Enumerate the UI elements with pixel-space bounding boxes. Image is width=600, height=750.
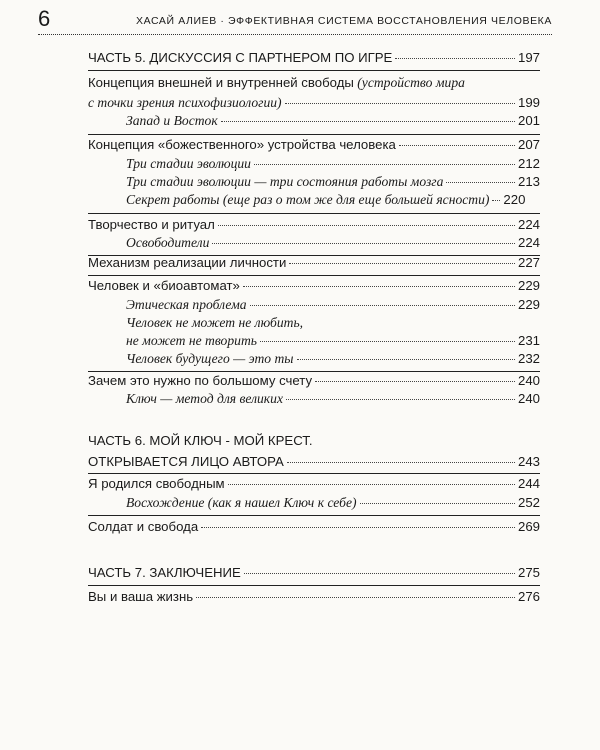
dot-leader — [218, 225, 515, 226]
dot-leader — [446, 182, 515, 183]
toc-entry-chapter[interactable] — [88, 276, 540, 296]
toc-entry-title: ОТКРЫВАЕТСЯ ЛИЦО АВТОРА — [88, 454, 284, 469]
dot-leader — [260, 341, 515, 342]
toc-entry-title: не может не творить — [126, 333, 257, 348]
toc-entry-subsection[interactable] — [88, 389, 540, 409]
toc-entry-chapter[interactable] — [88, 253, 540, 273]
dot-leader — [201, 527, 515, 528]
toc-entry-page: 227 — [517, 255, 540, 270]
toc-entry-page: 213 — [517, 174, 540, 189]
toc-entry-page: 276 — [517, 589, 540, 604]
toc-entry-title: Солдат и свобода — [88, 519, 199, 534]
toc-entry-subsection[interactable] — [88, 331, 540, 351]
dot-leader — [244, 573, 515, 574]
toc-entry-page: 229 — [517, 297, 540, 312]
dot-leader — [492, 200, 500, 201]
toc-entry-subsection[interactable] — [88, 493, 540, 513]
toc-entry-title: Я родился свободным — [88, 476, 225, 491]
dot-leader — [289, 263, 515, 264]
toc-entry-page: 232 — [517, 351, 540, 366]
dot-leader — [287, 462, 515, 463]
section-divider — [88, 213, 540, 214]
toc-entry-chapter[interactable] — [88, 587, 540, 607]
section-divider — [88, 585, 540, 586]
toc-entry-page: 207 — [517, 137, 540, 152]
toc-entry-title: Этическая проблема — [126, 297, 247, 312]
toc-entry-title: Освободители — [126, 235, 210, 250]
dot-leader — [285, 103, 515, 104]
page-number: 6 — [38, 6, 51, 31]
dot-leader — [297, 359, 515, 360]
toc-entry-title: Творчество и ритуал — [88, 217, 215, 232]
toc-entry-title: ЧАСТЬ 6. МОЙ КЛЮЧ - МОЙ КРЕСТ. — [88, 433, 313, 448]
toc-entry-page: 201 — [517, 113, 540, 128]
toc-entry-page: 212 — [517, 156, 540, 171]
toc-entry-title: Концепция внешней и внутренней свободы (устройство мира — [88, 75, 465, 90]
toc-entry-page: 220 — [503, 192, 526, 207]
toc-entry-page: 240 — [517, 373, 540, 388]
toc-entry-title: Человек и «биоавтомат» — [88, 278, 240, 293]
toc-entry-page: 240 — [517, 391, 540, 406]
toc-entry-title: Концепция «божественного» устройства человека — [88, 137, 396, 152]
dot-leader — [286, 399, 515, 400]
toc-entry-title: Ключ — метод для великих — [126, 391, 283, 406]
dot-leader — [243, 286, 515, 287]
dot-leader — [196, 597, 515, 598]
toc-entry-page: 252 — [517, 495, 540, 510]
toc-entry-part-6[interactable] — [88, 452, 540, 472]
toc-entry-subsection[interactable] — [88, 190, 540, 210]
toc-entry-chapter[interactable] — [88, 474, 540, 494]
toc-entry-title: Человек будущего — это ты — [126, 351, 294, 366]
toc-entry-subsection[interactable] — [88, 233, 540, 253]
dot-leader — [221, 121, 515, 122]
toc-entry-title: ЧАСТЬ 5. ДИСКУССИЯ С ПАРТНЕРОМ ПО ИГРЕ — [88, 50, 393, 65]
dot-leader — [360, 503, 515, 504]
header-divider — [38, 34, 552, 35]
toc-entry-page: 224 — [517, 217, 540, 232]
toc-entry-chapter[interactable] — [88, 135, 540, 155]
toc-entry-part-6-line-1[interactable] — [88, 431, 540, 451]
toc-entry-page: 243 — [517, 454, 540, 469]
toc-entry-title: Вы и ваша жизнь — [88, 589, 194, 604]
toc-entry-subsection[interactable] — [88, 349, 540, 369]
toc-entry-subsection[interactable] — [88, 295, 540, 315]
toc-entry-title: Запад и Восток — [126, 113, 218, 128]
toc-entry-title: Три стадии эволюции — [126, 156, 251, 171]
toc-entry-chapter[interactable] — [88, 215, 540, 235]
toc-entry-title: с точки зрения психофизиологии) — [88, 95, 282, 110]
toc-entry-chapter[interactable] — [88, 517, 540, 537]
toc-entry-title: Механизм реализации личности — [88, 255, 287, 270]
toc-entry-page: 275 — [517, 565, 540, 580]
running-header — [38, 6, 552, 30]
dot-leader — [228, 484, 515, 485]
toc-entry-page: 231 — [517, 333, 540, 348]
toc-entry-page: 199 — [517, 95, 540, 110]
dot-leader — [250, 305, 515, 306]
toc-entry-title: Зачем это нужно по большому счету — [88, 373, 313, 388]
dot-leader — [212, 243, 515, 244]
toc-entry-title: ЧАСТЬ 7. ЗАКЛЮЧЕНИЕ — [88, 565, 241, 580]
section-divider — [88, 70, 540, 71]
dot-leader — [399, 145, 515, 146]
toc-entry-title: Секрет работы (еще раз о том же для еще большей ясности) — [126, 192, 490, 207]
section-divider — [88, 515, 540, 516]
toc-entry-page: 229 — [517, 278, 540, 293]
toc-entry-subsection-line-1[interactable] — [88, 313, 540, 333]
toc-entry-subsection[interactable] — [88, 154, 540, 174]
toc-entry-part-7[interactable] — [88, 563, 540, 583]
toc-entry-title: Три стадии эволюции — три состояния работы мозга — [126, 174, 444, 189]
dot-leader — [395, 58, 515, 59]
toc-entry-page: 244 — [517, 476, 540, 491]
toc-entry-chapter-line-1[interactable] — [88, 73, 540, 93]
toc-entry-subsection[interactable] — [88, 172, 540, 192]
toc-entry-chapter[interactable] — [88, 93, 540, 113]
toc-entry-page: 269 — [517, 519, 540, 534]
dot-leader — [254, 164, 515, 165]
toc-entry-subsection[interactable] — [88, 111, 540, 131]
toc-entry-page: 197 — [517, 50, 540, 65]
toc-entry-part-5[interactable] — [88, 48, 540, 68]
dot-leader — [315, 381, 515, 382]
toc-entry-title: Человек не может не любить, — [126, 315, 304, 330]
toc-entry-page: 224 — [517, 235, 540, 250]
toc-entry-title: Восхождение (как я нашел Ключ к себе) — [126, 495, 357, 510]
toc-entry-chapter[interactable] — [88, 371, 540, 391]
running-title: ХАСАЙ АЛИЕВ · ЭФФЕКТИВНАЯ СИСТЕМА ВОССТАНОВЛЕНИЯ ЧЕЛОВЕКА — [136, 15, 552, 27]
